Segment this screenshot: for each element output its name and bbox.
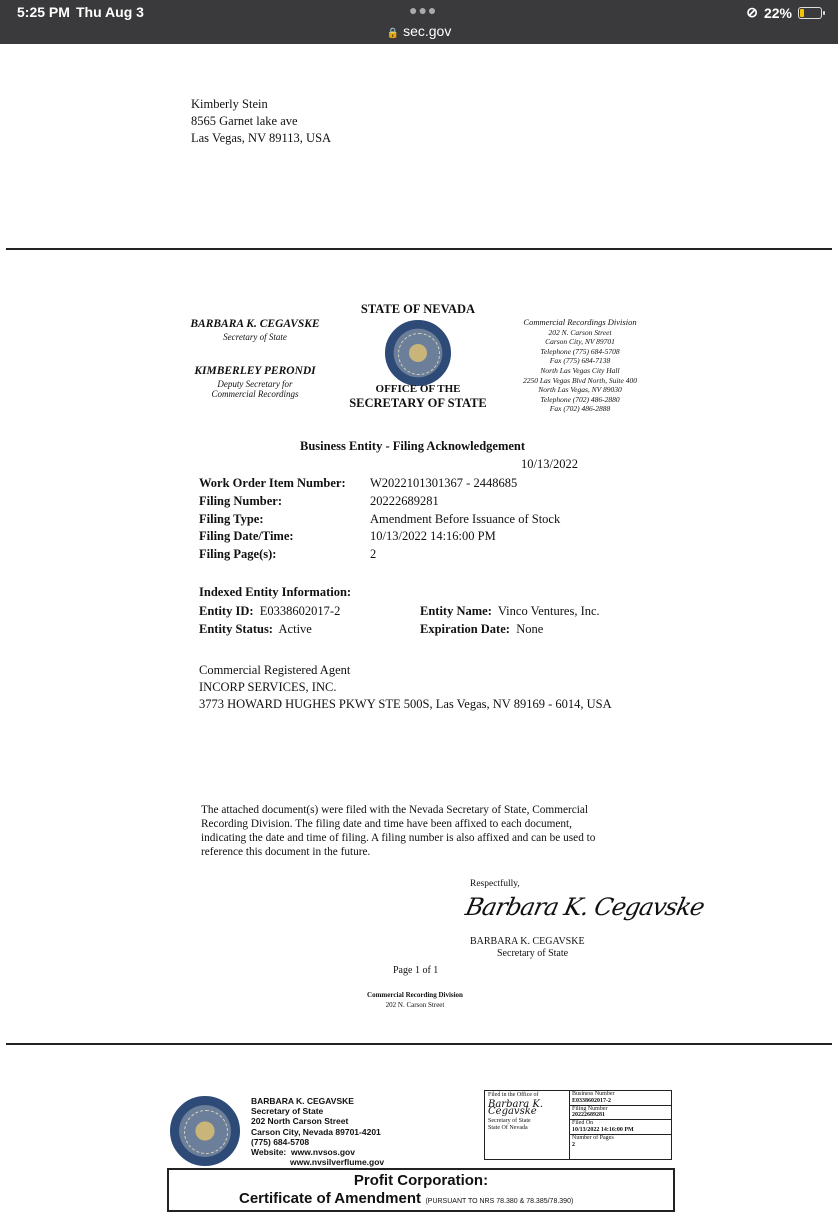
division-line: North Las Vegas City Hall xyxy=(540,365,620,375)
page-label: Page 1 of 1 xyxy=(393,965,439,976)
body-paragraph xyxy=(201,803,641,859)
ack-title: Business Entity - Filing Acknowledgement xyxy=(300,439,526,453)
stamp-signature: Barbara K. Cegavske xyxy=(488,1099,544,1117)
address-name: Kimberly Stein xyxy=(191,97,268,111)
agent-heading: Commercial Registered Agent xyxy=(199,663,351,677)
field-value: Amendment Before Issuance of Stock xyxy=(370,512,561,526)
letterhead-left xyxy=(170,318,340,399)
office-line-2: SECRETARY OF STATE xyxy=(349,396,487,410)
banner-note: (PURSUANT TO NRS 78.380 & 78.385/78.390) xyxy=(425,1198,574,1205)
state-line: STATE OF NEVADA xyxy=(360,302,476,316)
battery-percent: 22% xyxy=(763,4,792,21)
field-value: 20222689281 xyxy=(370,494,439,508)
lock-icon: 🔒 xyxy=(386,28,400,39)
np-name: BARBARA K. CEGAVSKE xyxy=(251,1096,354,1106)
body-line: The attached document(s) were filed with the Nevada Secretary of State, Commercial xyxy=(201,804,589,816)
status-right xyxy=(746,4,822,21)
division-line: North Las Vegas, NV 89030 xyxy=(538,385,622,395)
np-website-label: Website: xyxy=(251,1147,287,1158)
ack-date: 10/13/2022 xyxy=(521,457,578,471)
entity-status-value: Active xyxy=(278,622,312,636)
status-date: Thu Aug 3 xyxy=(76,4,144,20)
page-divider xyxy=(6,1043,832,1045)
stamp-filing-number-label: Filing Number xyxy=(572,1105,608,1112)
letterhead-right xyxy=(500,318,660,414)
body-line: indicating the date and time of filing. A filing number is also affixed and can be used to xyxy=(201,832,596,844)
np-title: Secretary of State xyxy=(251,1106,324,1117)
link-icon: ⊘ xyxy=(746,4,758,20)
stamp-pages-label: Number of Pages xyxy=(572,1134,614,1141)
entity-name-value: Vinco Ventures, Inc. xyxy=(497,604,600,618)
field-label: Filing Type: xyxy=(199,512,264,526)
deputy-title-2: Commercial Recordings xyxy=(211,389,299,399)
status-bar xyxy=(0,0,838,44)
field-label: Filing Page(s): xyxy=(199,547,277,561)
signature: Barbara K. Cegavske xyxy=(463,893,707,921)
footer-address: 202 N. Carson Street xyxy=(385,1001,445,1009)
office-line-1: OFFICE OF THE xyxy=(375,383,461,395)
field-value: W2022101301367 - 2448685 xyxy=(370,476,518,490)
expiration-value: None xyxy=(516,622,544,636)
indexed-heading: Indexed Entity Information: xyxy=(199,585,352,599)
footer-division: Commercial Recording Division xyxy=(367,991,463,999)
stamp-left xyxy=(485,1091,570,1159)
address-street: 8565 Garnet lake ave xyxy=(191,114,298,128)
nevada-seal-icon xyxy=(385,320,451,386)
expiration xyxy=(420,622,543,637)
stamp-pages: 2 xyxy=(572,1141,575,1148)
field-value: 2 xyxy=(370,547,377,561)
division-line: Carson City, NV 89701 xyxy=(545,337,615,347)
stamp-sec-2: State Of Nevada xyxy=(488,1125,528,1131)
battery-icon xyxy=(798,7,822,19)
deputy-title-1: Deputy Secretary for xyxy=(217,379,293,389)
filing-stamp xyxy=(484,1090,672,1160)
field-label: Filing Number: xyxy=(199,494,282,508)
stamp-business-number-label: Business Number xyxy=(572,1091,615,1097)
stamp-filing-number: 20222689281 xyxy=(572,1112,605,1119)
np-street: 202 North Carson Street xyxy=(251,1116,349,1127)
field-label: Filing Date/Time: xyxy=(199,529,294,543)
stamp-right xyxy=(570,1091,671,1148)
entity-name-label: Entity Name: xyxy=(420,604,492,618)
np-phone: (775) 684-5708 xyxy=(251,1136,310,1147)
division-line: Telephone (775) 684-5708 xyxy=(540,346,620,356)
field-value: 10/13/2022 14:16:00 PM xyxy=(370,529,496,543)
entity-name xyxy=(420,604,600,619)
entity-id-label: Entity ID: xyxy=(199,604,254,618)
stamp-business-number: E0338602017-2 xyxy=(572,1097,611,1104)
division-line: 2250 Las Vegas Blvd North, Suite 400 xyxy=(523,375,637,385)
stamp-filed-on-label: Filed On xyxy=(572,1120,594,1127)
status-time: 5:25 PM xyxy=(17,4,70,20)
registered-agent xyxy=(199,662,612,713)
page-divider xyxy=(6,248,832,250)
np-website-2: www.nvsilverflume.gov xyxy=(290,1157,385,1168)
np-website-1: www.nvsos.gov xyxy=(291,1147,355,1158)
secretary-title: Secretary of State xyxy=(223,332,287,342)
signer-title: Secretary of State xyxy=(497,948,569,959)
closing: Respectfully, xyxy=(470,879,520,889)
banner-title: Profit Corporation: xyxy=(353,1172,489,1189)
address-city: Las Vegas, NV 89113, USA xyxy=(191,131,332,145)
stamp-filed: Filed in the Office of xyxy=(488,1092,539,1098)
agent-name: INCORP SERVICES, INC. xyxy=(199,680,337,694)
body-line: reference this document in the future. xyxy=(201,846,371,858)
body-line: Recording Division. The filing date and time have been affixed to each document, xyxy=(201,818,573,830)
entity-id xyxy=(199,604,340,619)
division-line: Commercial Recordings Division xyxy=(523,317,637,327)
form-banner xyxy=(167,1168,675,1212)
division-line: Fax (775) 684-7138 xyxy=(549,356,611,366)
secretary-name: BARBARA K. CEGAVSKE xyxy=(190,318,320,330)
agent-address: 3773 HOWARD HUGHES PKWY STE 500S, Las Vegas, NV 89169 - 6014, USA xyxy=(199,697,612,711)
division-line: Telephone (702) 486-2880 xyxy=(540,394,620,404)
division-line: Fax (702) 486-2888 xyxy=(549,404,611,414)
deputy-name: KIMBERLEY PERONDI xyxy=(194,365,316,377)
nevada-seal-icon xyxy=(170,1096,240,1166)
banner-subtitle: Certificate of Amendment xyxy=(239,1190,421,1207)
np-city: Carson City, Nevada 89701-4201 xyxy=(251,1126,381,1137)
url-text: sec.gov xyxy=(403,23,452,39)
entity-id-value: E0338602017-2 xyxy=(259,604,341,618)
entity-status-label: Entity Status: xyxy=(199,622,273,636)
tab-dots-icon[interactable]: ●●● xyxy=(409,2,438,18)
stamp-filed-on: 10/13/2022 14:16:00 PM xyxy=(572,1126,634,1133)
entity-status xyxy=(199,622,312,637)
stamp-sec-1: Secretary of State xyxy=(488,1118,531,1124)
signer-name: BARBARA K. CEGAVSKE xyxy=(470,936,585,947)
field-label: Work Order Item Number: xyxy=(199,476,346,490)
next-page-contact xyxy=(251,1096,384,1167)
expiration-label: Expiration Date: xyxy=(420,622,510,636)
mailing-address xyxy=(191,96,331,147)
division-line: 202 N. Carson Street xyxy=(548,327,612,337)
address-bar[interactable] xyxy=(0,23,838,39)
